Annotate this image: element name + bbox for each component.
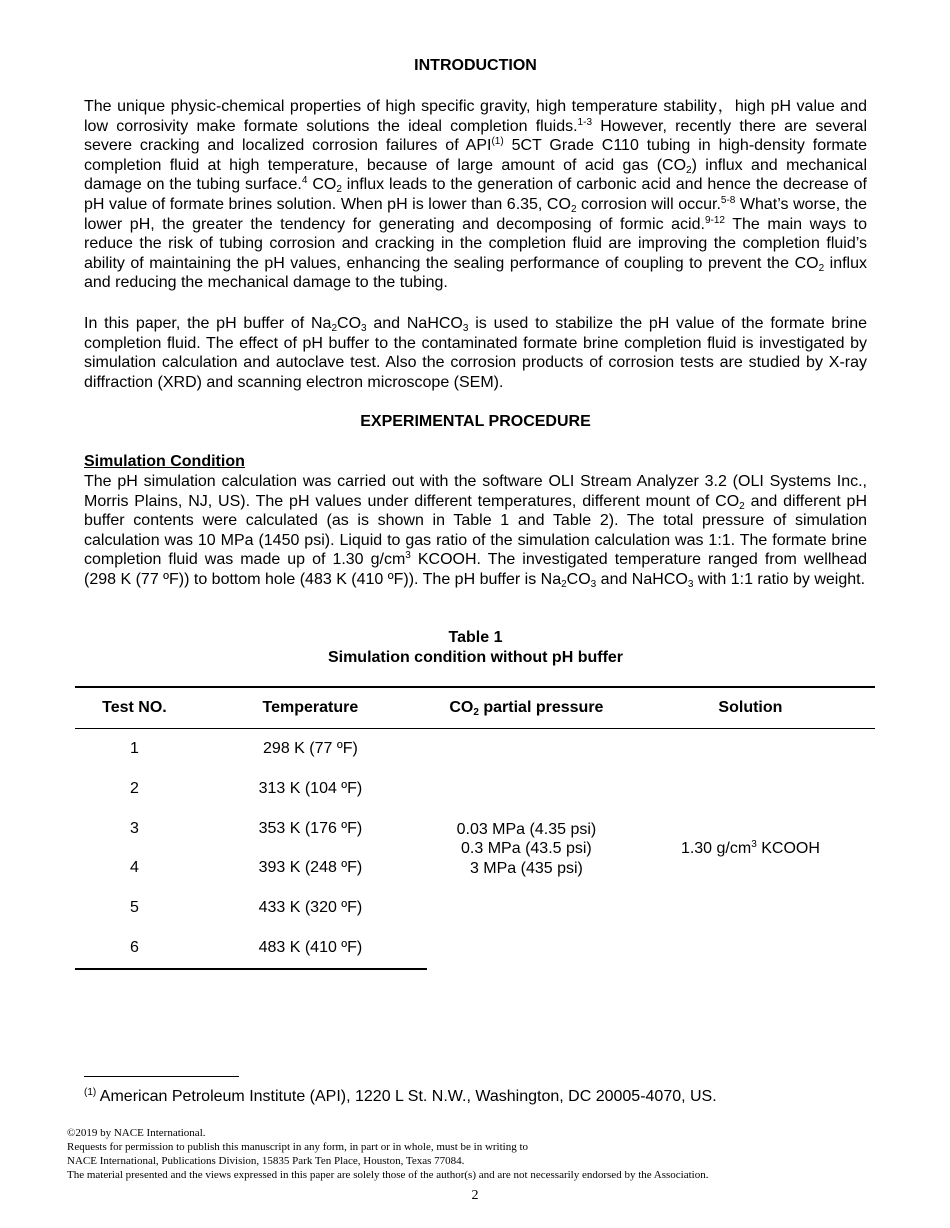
address-line: NACE International, Publications Division, 15835 Park Ten Place, Houston, Texas 77084. xyxy=(67,1155,465,1167)
footnote: $^{(1)}$ American Petroleum Institute (API), 1220 L St. N.W., Washington, DC 20005-4070, US. xyxy=(84,1087,717,1105)
cell-test-no: 4 xyxy=(129,859,139,877)
cell-temperature: 313 K (104 ºF) xyxy=(258,779,363,797)
cell-test-no: 5 xyxy=(129,899,139,917)
table-header-row xyxy=(75,687,875,729)
footnote-divider xyxy=(84,1076,239,1077)
simulation-condition-subheading: Simulation Condition xyxy=(84,453,245,470)
pressure-value: 0.3 MPa (43.5 psi) xyxy=(461,840,592,858)
cell-temperature: 353 K (176 ºF) xyxy=(258,819,363,837)
cell-pressures xyxy=(427,729,626,969)
table1 xyxy=(75,686,875,970)
page-number: 2 xyxy=(471,1188,479,1203)
header-solution: Solution xyxy=(626,687,875,729)
cell-test-no: 1 xyxy=(129,740,139,758)
table1-caption-number: Table 1 xyxy=(448,629,503,646)
header-test-no: Test NO. xyxy=(75,687,194,729)
cell-temperature: 298 K (77 ºF) xyxy=(263,740,358,758)
cell-temperature: 483 K (410 ºF) xyxy=(194,928,427,969)
cell-test-no: 3 xyxy=(129,819,139,837)
copyright-block xyxy=(67,1126,708,1182)
disclaimer-line: The material presented and the views expressed in this paper are solely those of the author(s) and are not necessarily endorsed by the Association. xyxy=(67,1169,709,1181)
table1-caption-title: Simulation condition without pH buffer xyxy=(327,649,624,666)
cell-test-no: 6 xyxy=(75,928,194,969)
cell-temperature: 433 K (320 ºF) xyxy=(258,899,363,917)
cell-solution: 1.30 $g/cm^3$ KCOOH xyxy=(680,839,820,858)
intro-paragraph-2: In this paper, the pH buffer of $Na_2CO_3$ and NaHCO$_3$ is used to stabilize the pH value of the formate brine completion fluid. The effect of pH buffer to the contaminated formate brine completion fluid is investigated by simulation calculation and autoclave test. Also the corrosion products of corrosion tests are studied by X-ray diffraction (XRD) and scanning electron microscope (SEM). xyxy=(84,315,868,391)
permission-line: Requests for permission to publish this manuscript in any form, in part or in whole, must be in writing to xyxy=(67,1141,529,1153)
header-temperature: Temperature xyxy=(194,687,427,729)
cell-test-no: 2 xyxy=(129,779,139,797)
simulation-paragraph: The pH simulation calculation was carried out with the software OLI Stream Analyzer 3.2 (OLI Systems Inc., Morris Plains, NJ, US). The pH values under different temperatures, different mount of $CO_2$ and different pH buffer contents were calculated (as is shown in Table 1 and Table 2). The total pressure of simulation calculation was 10 MPa (1450 psi). Liquid to gas ratio of the simulation calculation was 1:1. The formate brine completion fluid was made up of 1.30 $g/cm^3$ KCOOH. The investigated temperature ranged from wellhead (298 K (77 ºF)) to bottom hole (483 K (410 ºF)). The pH buffer is $Na_2CO_3$ and NaHCO$_3$ with 1:1 ratio by weight. xyxy=(84,473,867,590)
header-co2-partial-pressure: $CO_2$ partial pressure xyxy=(427,687,626,729)
experimental-procedure-heading: EXPERIMENTAL PROCEDURE xyxy=(360,413,591,430)
intro-paragraph-1: The unique physic-chemical properties of high specific gravity, high temperature stability，high pH value and low corrosivity make formate solutions the ideal completion fluids.$^{1-3}$ However, recently there are several severe cracking and localized corrosion failures of API$^{(1)}$ 5CT Grade C110 tubing in high-density formate completion fluid at high temperature, because of large amount of acid gas $(CO_2)$ influx and mechanical damage on the tubing surface.$^4$ $CO_2$ influx leads to the generation of carbonic acid and hence the decrease of pH value of formate brines solution. When pH is lower than 6.35, $CO_2$ corrosion will occur.$^{5-8}$ What’s worse, the lower pH, the greater the tendency for generating and decomposing of formic acid.$^{9-12}$ The main ways to reduce the risk of tubing corrosion and cracking in the completion fluid are improving the completion fluid’s ability of maintaining the pH values, enhancing the sealing performance of coupling to prevent the $CO_2$ influx and reducing the mechanical damage to the tubing. xyxy=(84,98,868,292)
introduction-heading: INTRODUCTION xyxy=(414,57,537,74)
copyright-line: ©2019 by NACE International. xyxy=(67,1127,206,1139)
pressure-value: 0.03 MPa (4.35 psi) xyxy=(456,820,597,838)
cell-temperature: 393 K (248 ºF) xyxy=(258,859,363,877)
table-row xyxy=(75,729,875,769)
pressure-value: 3 MPa (435 psi) xyxy=(469,859,583,877)
